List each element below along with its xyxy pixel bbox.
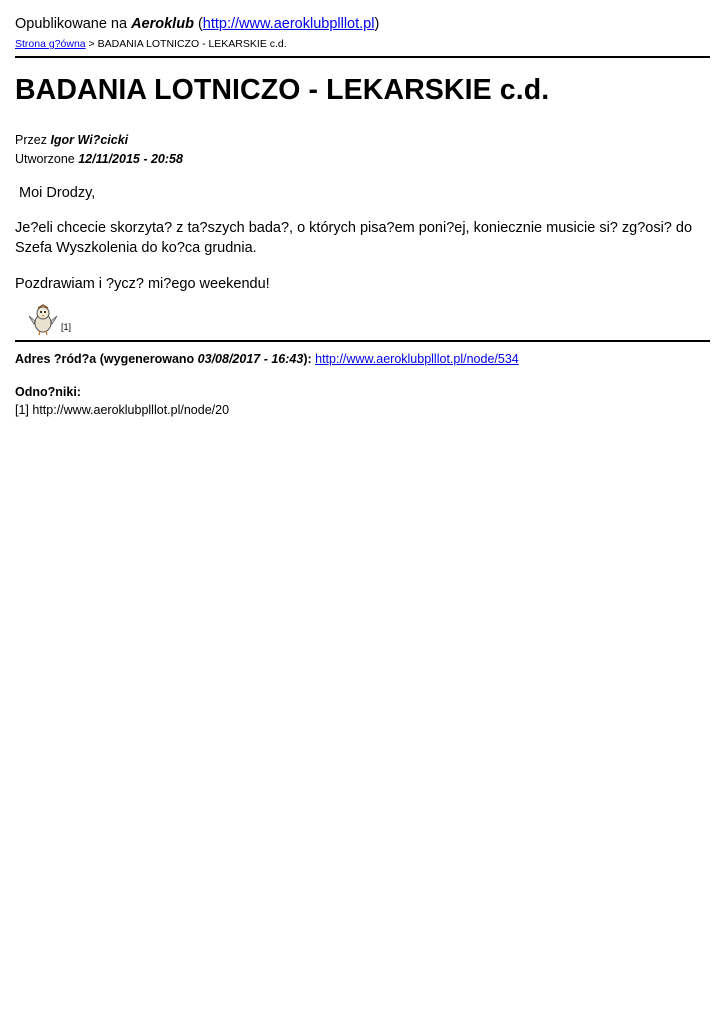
bottom-divider xyxy=(15,340,710,342)
link-reference-1: [1] http://www.aeroklubplllot.pl/node/20 xyxy=(15,403,230,417)
breadcrumb-home-link[interactable]: Strona g?ówna xyxy=(15,38,86,50)
created-label: Utworzone xyxy=(15,152,79,166)
published-on-line xyxy=(15,16,379,32)
bird-emoticon-image[interactable] xyxy=(27,304,59,336)
top-divider xyxy=(15,56,710,58)
breadcrumb xyxy=(15,38,287,50)
author-label: Przez xyxy=(15,133,51,147)
paragraph-greeting: Moi Drodzy, xyxy=(15,185,96,201)
image-reference: [1] xyxy=(61,322,72,332)
bird-icon xyxy=(27,304,59,336)
author-line xyxy=(15,133,128,147)
created-date: 12/11/2015 - 20:58 xyxy=(78,152,183,166)
source-url-link[interactable]: http://www.aeroklubplllot.pl/node/534 xyxy=(315,352,519,366)
author-name: Igor Wi?cicki xyxy=(50,133,129,147)
paragraph-body: Je?eli chcecie skorzyta? z ta?szych bada?, o których pisa?em poni?ej, koniecznie musicie si? zg?osi? do Szefa Wyszkolenia do ko?ca grudnia. xyxy=(15,220,693,256)
created-line xyxy=(15,152,183,166)
source-line xyxy=(15,352,519,366)
paragraph-closing: Pozdrawiam i ?ycz? mi?ego weekendu! xyxy=(15,276,270,292)
published-prefix: Opublikowane na xyxy=(15,16,132,32)
breadcrumb-current: BADANIA LOTNICZO - LEKARSKIE c.d. xyxy=(97,38,287,50)
source-suffix: ): xyxy=(303,352,316,366)
page-title: BADANIA LOTNICZO - LEKARSKIE c.d. xyxy=(15,74,550,106)
site-url-link[interactable]: http://www.aeroklubplllot.pl xyxy=(202,16,375,32)
links-heading: Odno?niki: xyxy=(15,385,81,399)
breadcrumb-separator: > xyxy=(85,38,98,50)
paren-open: ( xyxy=(193,16,203,32)
paren-close: ) xyxy=(374,16,380,32)
site-name: Aeroklub xyxy=(131,16,194,32)
source-label: Adres ?ród?a (wygenerowano xyxy=(15,352,198,366)
source-date: 03/08/2017 - 16:43 xyxy=(197,352,304,366)
